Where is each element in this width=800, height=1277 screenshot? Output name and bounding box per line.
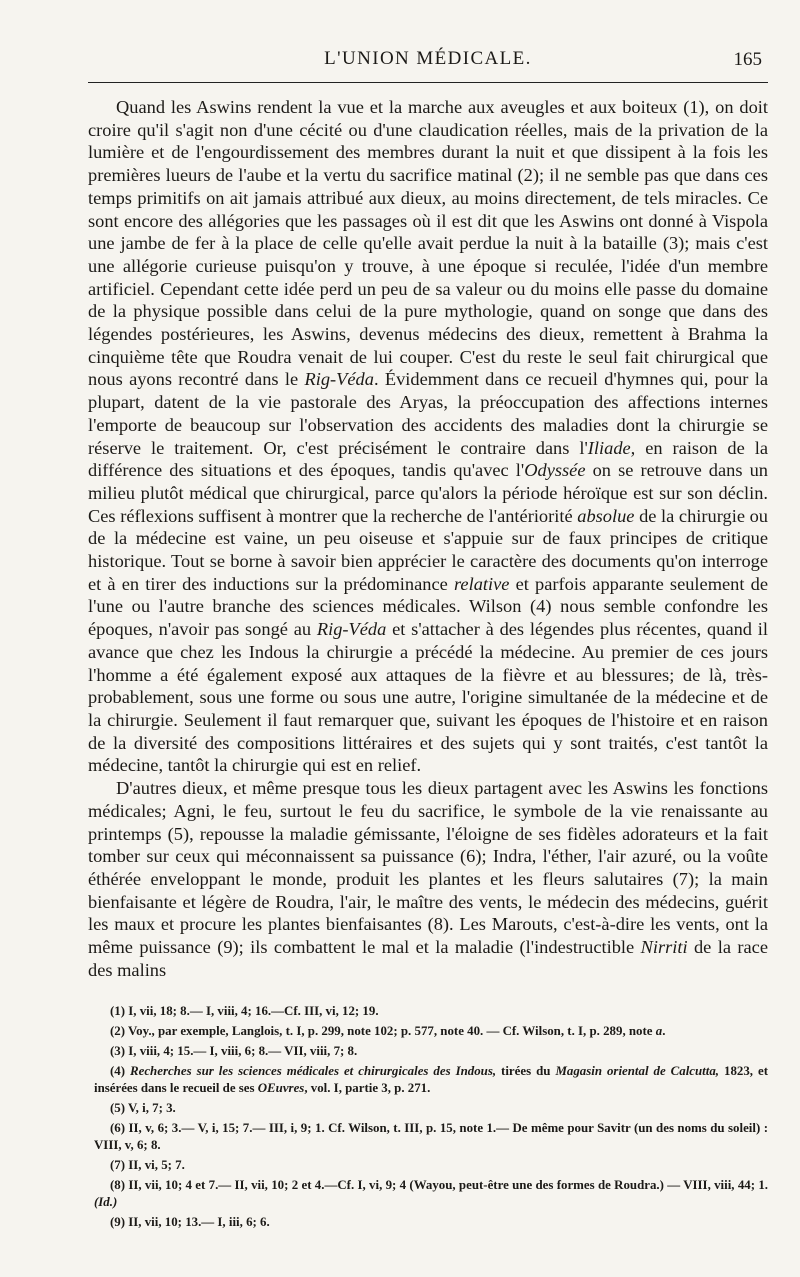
text-run: (7) II, vi, 5; 7. — [110, 1158, 185, 1173]
footnote-6 — [94, 1120, 768, 1154]
text-run: (8) II, vii, 10; 4 et 7.— II, vii, 10; 2 et 4.—Cf. I, vi, 9; 4 (Wayou, peut-être une des formes de Roudra.) — VIII, viii, 44; 1. — [110, 1178, 768, 1193]
footnote-1 — [94, 1003, 768, 1020]
footnote-4 — [94, 1063, 768, 1097]
italic-run: Odyssée — [524, 460, 586, 481]
italic-run: Rig-Véda — [304, 369, 374, 390]
text-run: (2) Voy., par exemple, Langlois, t. I, p. 299, note 102; p. 577, note 40. — Cf. Wilson, t. I, p. 289, note — [110, 1024, 656, 1039]
text-run: 1823, et insérées dans le recueil de ses — [94, 1064, 769, 1096]
text-run: de la race des malins — [88, 937, 768, 980]
text-run: en raison de la différence des situations et des époques, tandis qu'avec l' — [88, 437, 768, 481]
footnote-9 — [94, 1214, 768, 1231]
italic-run: absolue — [577, 505, 635, 526]
page-number: 165 — [733, 49, 762, 70]
text-run: (3) I, viii, 4; 15.— I, viii, 6; 8.— VII, viii, 7; 8. — [110, 1044, 358, 1059]
header-rule — [88, 82, 768, 83]
text-run: . — [662, 1024, 666, 1039]
text-run: (6) II, v, 6; 3.— V, i, 15; 7.— III, i, 9; 1. Cf. Wilson, t. III, p. 15, note 1.— De même pour Savitr (un des noms du soleil) : VIII, v, 6; 8. — [94, 1121, 768, 1153]
italic-run: Nirriti — [640, 937, 688, 958]
text-run: on se retrouve dans un milieu plutôt médical que chirurgical, parce qu'alors la période héroïque est sur son déclin. Ces réflexions suffisent à montrer que la recherche de l'antériorité — [88, 460, 768, 526]
text-run: (9) II, vii, 10; 13.— I, iii, 6; 6. — [110, 1215, 270, 1230]
italic-run: relative — [453, 573, 510, 594]
italic-run: Rig-Véda — [316, 619, 387, 640]
text-run: tirées du — [496, 1064, 556, 1079]
paragraph-1 — [88, 96, 768, 777]
text-run: (1) I, vii, 18; 8.— I, viii, 4; 16.—Cf. III, vi, 12; 19. — [110, 1004, 379, 1018]
italic-run: Magasin oriental de Calcutta, — [555, 1064, 720, 1079]
footnote-3 — [94, 1043, 768, 1060]
italic-run: a — [655, 1024, 663, 1039]
footnote-5 — [94, 1100, 768, 1117]
text-run: , vol. I, partie 3, p. 271. — [304, 1081, 431, 1096]
footnote-7 — [94, 1157, 768, 1174]
text-run: (5) V, i, 7; 3. — [110, 1101, 176, 1116]
text-run: et s'attacher à des légendes plus récentes, quand il avance que chez les Indous la chirurgie a précédé la médecine. Au premier de ces jours l'homme a été également exposé aux attaques de la fièvre et au blessures; de là, très-probablement, sous une forme ou sous une autre, l'origine simultanée de la médecine et de la chirurgie. Seulement il faut remarquer que, suivant les époques de l'histoire et en raison de la diversité des compositions littéraires et des sujets qui y sont traités, c'est tantôt la médecine, tantôt la chirurgie qui est en relief. — [88, 619, 768, 776]
text-run: Quand les Aswins rendent la vue et la marche aux aveugles et aux boiteux (1), on doit croire qu'il s'agit non d'une cécité ou d'une claudication réelles, mais de la privation de la lumière et de l'engourdissement des membres durant la nuit et que dissipent à la fois les premières lueurs de l'aube et la vertu du sacrifice matinal (2); il ne semble pas que dans ces temps primitifs on ait jamais attribué aux dieux, au moins directement, de tels miracles. Ce sont encore des allégories que les passages où il est dit que les Aswins ont donné à Vispola une jambe de fer à la place de celle qu'elle avait perdue la nuit à la bataille (3); mais c'est une allégorie curieuse puisqu'on y trouve, à une époque si reculée, l'idée d'un membre artificiel. Cependant cette idée perd un peu de sa valeur ou du moins elle passe du domaine de la physique possible dans celui de la pure mythologie, quand on songe que dans des légendes postérieures, les Aswins, devenus médecins des dieux, remettent à Brahma la cinquième tête que Roudra venait de lui couper. C'est du reste le seul fait chirurgical que nous ayons recontré dans le — [88, 97, 768, 390]
italic-run: OEuvres — [257, 1081, 305, 1096]
footnotes — [94, 1003, 768, 1234]
text-run: et parfois apparante seulement de l'une ou l'autre branche des sciences médicales. Wilson (4) nous semble confondre les époques, n'avoir pas songé au — [88, 573, 768, 640]
text-run: (4) — [110, 1064, 131, 1079]
running-title: L'UNION MÉDICALE. — [324, 48, 532, 69]
footnote-2 — [94, 1023, 768, 1040]
text-run: de la chirurgie ou de la médecine est vaine, un peu oiseuse et s'appuie sur de faux principes de critique historique. Tout se borne à savoir bien apprécier le caractère des documents qu'on interroge et à en tirer des inductions sur la prédominance — [88, 505, 768, 594]
paragraph-2 — [88, 777, 768, 981]
footnote-8 — [94, 1177, 768, 1211]
italic-run: Iliade, — [587, 437, 636, 458]
body-text — [88, 96, 768, 981]
text-run: . Évidemment dans ce recueil d'hymnes qui, pour la plupart, datent de la vie pastorale des Aryas, la préoccupation des affections internes l'emporte de beaucoup sur l'observation des accidents des maladies dont la chirurgie se réserve le traitement. Or, c'est précisément le contraire dans l' — [88, 369, 768, 458]
page-header — [88, 44, 768, 78]
italic-run: Recherches sur les sciences médicales et chirurgicales des Indous, — [130, 1064, 497, 1079]
text-run: D'autres dieux, et même presque tous les dieux partagent avec les Aswins les fonctions médicales; Agni, le feu, surtout le feu du sacrifice, le symbole de la vie renaissante au printemps (5), repousse la maladie gémissante, l'éloigne de ses fidèles adorateurs et la fait tomber sur ceux qui méconnaissent sa puissance (6); Indra, l'éther, l'air azuré, ou la voûte éthérée enveloppant le monde, produit les plantes et les fleurs salutaires (7); la main bienfaisante et légère de Roudra, l'air, le maître des vents, le médecin des médecins, guérit les maux et procure les plantes bienfaisantes (8). Les Marouts, c'est-à-dire les vents, ont la même puissance (9); ils combattent le mal et la maladie (l'indestructible — [88, 778, 768, 958]
italic-run: (Id.) — [94, 1195, 118, 1210]
